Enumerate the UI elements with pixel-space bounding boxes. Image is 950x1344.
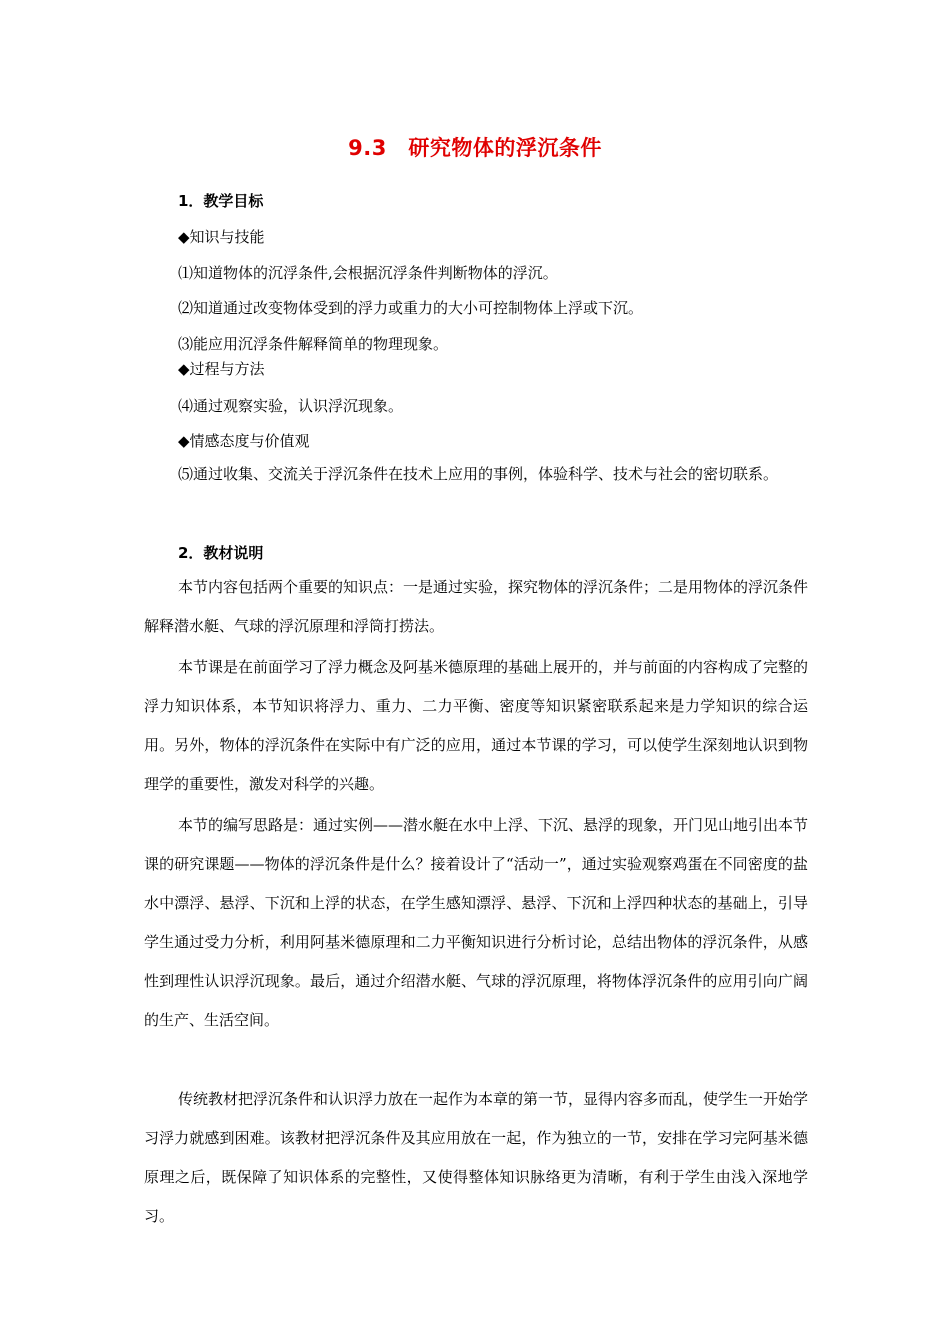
material-paragraph-1: 本节内容包括两个重要的知识点：一是通过实验，探究物体的浮沉条件；二是用物体的浮沉条件解释潜水艇、气球的浮沉原理和浮筒打捞法。: [144, 578, 809, 635]
objective-item-2: ⑵知道通过改变物体受到的浮力或重力的大小可控制物体上浮或下沉。: [178, 299, 644, 317]
subheading-emotion-values: ◆情感态度与价值观: [178, 432, 310, 450]
subheading-knowledge-skills: ◆知识与技能: [178, 228, 265, 246]
material-paragraph-2: 本节课是在前面学习了浮力概念及阿基米德原理的基础上展开的，并与前面的内容构成了完整的浮力知识体系，本节知识将浮力、重力、二力平衡、密度等知识紧密联系起来是力学知识的综合运用。另外，物体的浮沉条件在实际中有广泛的应用，通过本节课的学习，可以使学生深刻地认识到物理学的重要性，激发对科学的兴趣。: [144, 658, 809, 793]
section-heading-material: 2．教材说明: [178, 544, 264, 562]
objective-item-4: ⑷通过观察实验，认识浮沉现象。: [178, 397, 404, 415]
objective-item-1: ⑴知道物体的沉浮条件,会根据沉浮条件判断物体的浮沉。: [178, 264, 558, 282]
material-paragraph-4: 传统教材把浮沉条件和认识浮力放在一起作为本章的第一节，显得内容多而乱，使学生一开始学习浮力就感到困难。该教材把浮沉条件及其应用放在一起，作为独立的一节，安排在学习完阿基米德原理之后，既保障了知识体系的完整性，又使得整体知识脉络更为清晰，有利于学生由浅入深地学习。: [144, 1090, 809, 1225]
objective-item-3: ⑶能应用沉浮条件解释简单的物理现象。: [178, 335, 449, 353]
section-heading-objectives: 1．教学目标: [178, 192, 264, 210]
subheading-process-method: ◆过程与方法: [178, 360, 265, 378]
material-paragraph-3: 本节的编写思路是：通过实例——潜水艇在水中上浮、下沉、悬浮的现象，开门见山地引出本节课的研究课题——物体的浮沉条件是什么？接着设计了“活动一”，通过实验观察鸡蛋在不同密度的盐水中漂浮、悬浮、下沉和上浮的状态，在学生感知漂浮、悬浮、下沉和上浮四种状态的基础上，引导学生通过受力分析，利用阿基米德原理和二力平衡知识进行分析讨论，总结出物体的浮沉条件，从感性到理性认识浮沉现象。最后，通过介绍潜水艇、气球的浮沉原理，将物体浮沉条件的应用引向广阔的生产、生活空间。: [144, 816, 809, 1029]
objective-item-5: ⑸通过收集、交流关于浮沉条件在技术上应用的事例，体验科学、技术与社会的密切联系。: [178, 465, 779, 483]
document-title: 9.3 研究物体的浮沉条件: [348, 136, 602, 160]
